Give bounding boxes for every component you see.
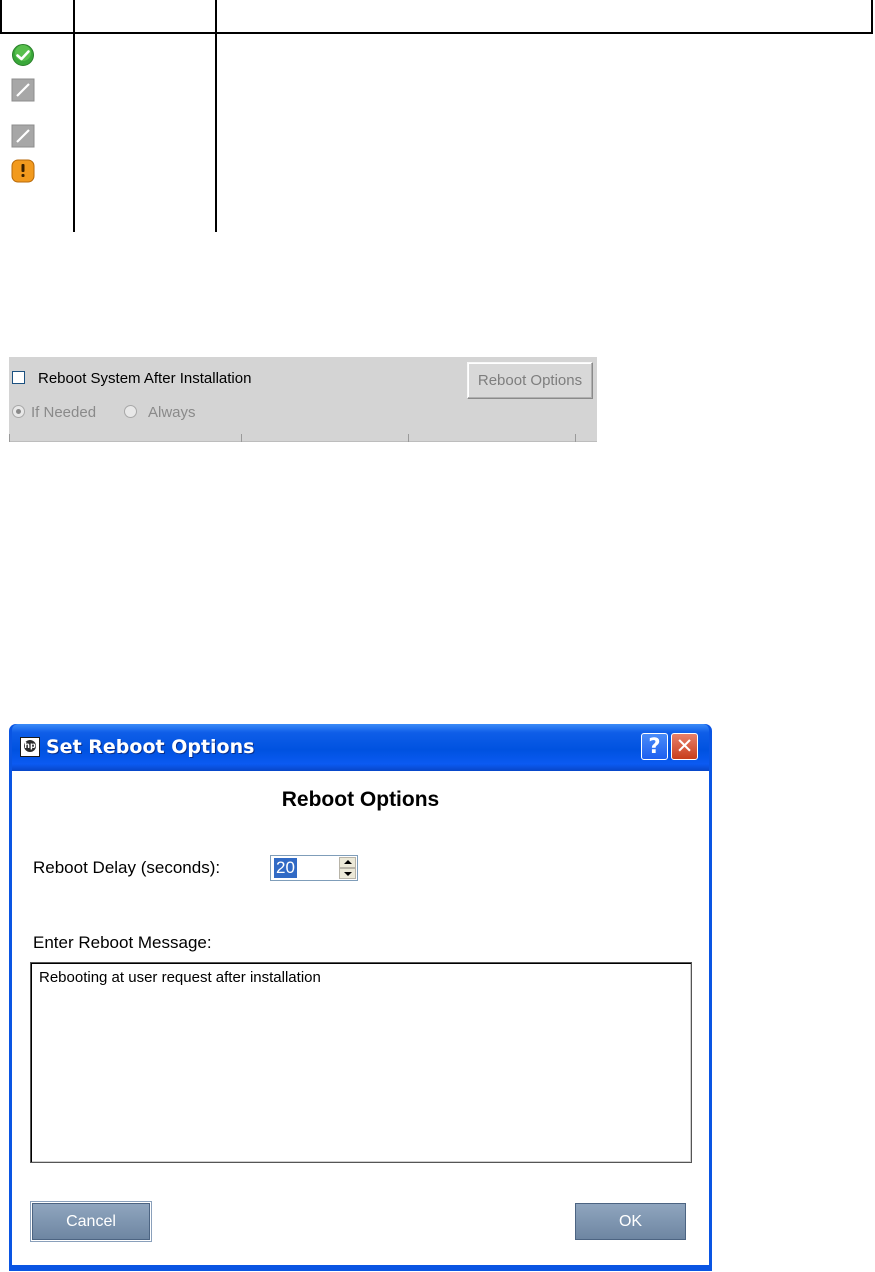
dialog-titlebar[interactable]	[12, 724, 709, 771]
set-reboot-options-dialog	[9, 724, 712, 1271]
reboot-options-button[interactable]: Reboot Options	[467, 362, 593, 399]
column-tick	[9, 434, 10, 442]
not-applicable-icon	[11, 124, 35, 148]
table-header-rule	[0, 32, 873, 34]
radio-always[interactable]	[124, 405, 137, 418]
warning-icon	[11, 159, 35, 183]
dialog-title: Set Reboot Options	[46, 736, 255, 758]
column-tick	[575, 434, 576, 442]
reboot-message-textarea[interactable]: Rebooting at user request after installation	[30, 962, 692, 1163]
column-tick	[408, 434, 409, 442]
reboot-settings-panel	[9, 357, 597, 442]
reboot-after-install-checkbox[interactable]	[12, 371, 25, 384]
panel-divider	[9, 441, 597, 442]
spinner-buttons	[339, 857, 356, 879]
question-mark-icon: ?	[648, 734, 661, 758]
reboot-delay-spinner[interactable]	[270, 855, 358, 881]
radio-if-needed[interactable]	[12, 405, 25, 418]
close-button[interactable]	[671, 733, 698, 760]
table-column-rule	[871, 0, 873, 34]
dialog-heading: Reboot Options	[281, 788, 440, 811]
dialog-body	[12, 771, 709, 1265]
reboot-after-install-label[interactable]: Reboot System After Installation	[38, 370, 252, 387]
help-button[interactable]	[641, 733, 668, 760]
reboot-message-label: Enter Reboot Message:	[33, 933, 212, 952]
spin-up-arrow-icon[interactable]	[339, 857, 356, 868]
hp-logo-icon: hp	[20, 737, 40, 757]
radio-always-label[interactable]: Always	[148, 404, 196, 421]
column-tick	[241, 434, 242, 442]
table-column-rule	[215, 0, 217, 232]
table-column-rule	[0, 0, 2, 34]
status-legend-table	[0, 0, 875, 232]
cancel-button[interactable]: Cancel	[32, 1203, 150, 1240]
table-column-rule	[73, 0, 75, 232]
radio-if-needed-label[interactable]: If Needed	[31, 404, 97, 421]
spin-down-arrow-icon[interactable]	[339, 868, 356, 879]
reboot-delay-label: Reboot Delay (seconds):	[33, 858, 221, 877]
close-icon: ✕	[675, 734, 694, 758]
reboot-delay-value[interactable]: 20	[276, 858, 295, 877]
not-applicable-icon	[11, 78, 35, 102]
ok-button[interactable]: OK	[575, 1203, 686, 1240]
check-ok-icon	[11, 43, 35, 67]
